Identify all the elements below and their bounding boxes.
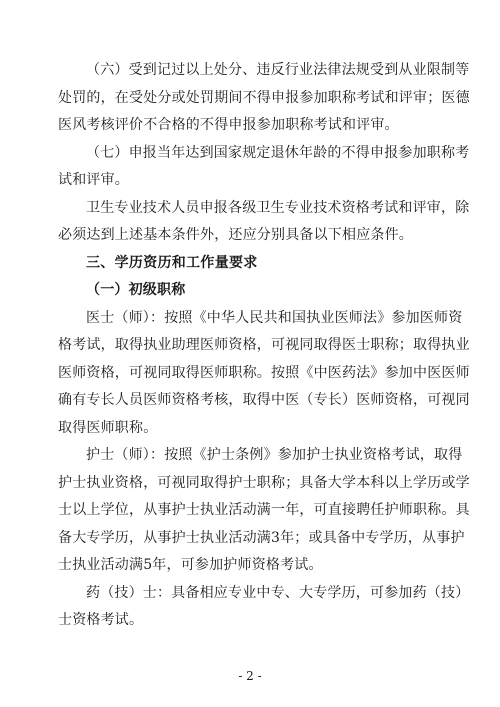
paragraph-line: （六）受到记过以上处分、违反行业法律法规受到从业限制等 — [86, 62, 470, 78]
paragraph-line: 士资格考试。 — [58, 612, 144, 628]
paragraph-line: 取得医师职称。 — [58, 420, 158, 436]
paragraph-line: 护士（师）：按照《护士条例》参加护士执业资格考试，取得 — [86, 447, 463, 463]
paragraph-line: 士执业活动满5年，可参加护师资格考试。 — [58, 557, 323, 573]
paragraph-line: 试和评审。 — [58, 172, 129, 188]
paragraph-line: 医师资格，可视同取得医师职称。按照《中医药法》参加中医医师 — [58, 365, 470, 381]
paragraph-line: 药（技）士：具备相应专业中专、大专学历，可参加药（技） — [86, 585, 470, 601]
paragraph-line: 处罚的，在受处分或处罚期间不得申报参加职称考试和评审；医德 — [58, 90, 470, 106]
paragraph-line: 必须达到上述基本条件外，还应分别具备以下相应条件。 — [58, 227, 413, 243]
paragraph-line: 格考试，取得执业助理医师资格，可视同取得医士职称；取得执业 — [58, 337, 470, 353]
paragraph-line: 确有专长人员医师资格考核，取得中医（专长）医师资格，可视同 — [58, 392, 470, 408]
paragraph-line: 卫生专业技术人员申报各级卫生专业技术资格考试和评审，除 — [86, 200, 470, 216]
subsection-heading: （一）初级职称 — [86, 282, 186, 298]
page-number: - 2 - — [238, 669, 262, 683]
paragraph-line: 士以上学位，从事护士执业活动满一年，可直接聘任护师职称。具 — [58, 502, 470, 518]
paragraph-line: 备大专学历，从事护士执业活动满3年；或具备中专学历，从事护 — [58, 530, 465, 546]
section-heading: 三、学历资历和工作量要求 — [86, 255, 258, 271]
paragraph-line: 医士（师）：按照《中华人民共和国执业医师法》参加医师资 — [86, 310, 463, 326]
paragraph-line: 护士执业资格，可视同取得护士职称；具备大学本科以上学历或学 — [58, 475, 470, 491]
paragraph-line: （七）申报当年达到国家规定退休年龄的不得申报参加职称考 — [86, 145, 470, 161]
paragraph-line: 医风考核评价不合格的不得申报参加职称考试和评审。 — [58, 117, 399, 133]
